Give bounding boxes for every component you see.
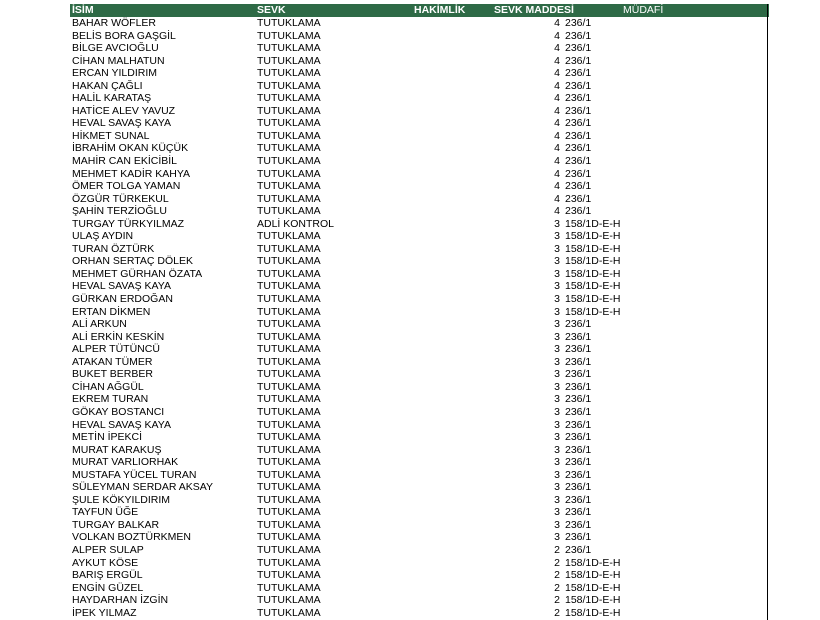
column-divider [767,4,768,620]
cell-sevk-maddesi[interactable]: 236/1 [565,431,592,444]
cell-isim[interactable]: İPEK YILMAZ [72,606,137,619]
table-row [70,444,769,457]
cell-sevk-maddesi[interactable]: 158/1D-E-H [565,594,621,607]
cell-hakimlik[interactable]: 4 [554,54,560,67]
cell-isim[interactable]: MURAT KARAKUŞ [72,443,162,456]
cell-sevk-maddesi[interactable]: 236/1 [565,79,592,92]
table-row [70,142,769,155]
cell-hakimlik[interactable]: 3 [554,368,560,381]
cell-isim[interactable]: HATİCE ALEV YAVUZ [72,104,176,117]
cell-sevk-maddesi[interactable]: 158/1D-E-H [565,217,621,230]
cell-sevk-maddesi[interactable]: 236/1 [565,205,592,218]
table-row [70,406,769,419]
table-row [70,469,769,482]
cell-hakimlik[interactable]: 4 [554,92,560,105]
cell-sevk[interactable]: TUTUKLAMA [257,67,321,80]
cell-sevk-maddesi[interactable]: 236/1 [565,167,592,180]
table-row [70,331,769,344]
header-sevk-maddesi[interactable]: SEVK MADDESİ [494,4,574,16]
cell-sevk[interactable]: TUTUKLAMA [257,518,321,531]
cell-sevk-maddesi[interactable]: 236/1 [565,355,592,368]
cell-hakimlik[interactable]: 3 [554,280,560,293]
cell-sevk-maddesi[interactable]: 236/1 [565,468,592,481]
table-row [70,230,769,243]
cell-sevk-maddesi[interactable]: 236/1 [565,456,592,469]
cell-isim[interactable]: HAKAN ÇAĞLI [72,79,143,92]
table-row [70,494,769,507]
cell-hakimlik[interactable]: 4 [554,205,560,218]
cell-sevk[interactable]: TUTUKLAMA [257,117,321,130]
table-row [70,569,769,582]
cell-sevk[interactable]: TUTUKLAMA [257,405,321,418]
cell-isim[interactable]: BAHAR WÖFLER [72,17,157,29]
cell-hakimlik[interactable]: 3 [554,405,560,418]
cell-sevk[interactable]: TUTUKLAMA [257,180,321,193]
cell-isim[interactable]: HİKMET SUNAL [72,129,150,142]
cell-hakimlik[interactable]: 3 [554,481,560,494]
table-row [70,557,769,570]
cell-hakimlik[interactable]: 3 [554,318,560,331]
cell-sevk[interactable]: TUTUKLAMA [257,92,321,105]
cell-hakimlik[interactable]: 4 [554,180,560,193]
cell-sevk[interactable]: TUTUKLAMA [257,330,321,343]
table-row [70,481,769,494]
table-row [70,318,769,331]
cell-hakimlik[interactable]: 3 [554,255,560,268]
cell-isim[interactable]: AYKUT KÖSE [72,556,139,569]
cell-isim[interactable]: ERTAN DİKMEN [72,305,151,318]
cell-sevk[interactable]: TUTUKLAMA [257,493,321,506]
table-row [70,381,769,394]
table-row [70,205,769,218]
cell-isim[interactable]: MEHMET KADİR KAHYA [72,167,191,180]
cell-sevk[interactable]: TUTUKLAMA [257,393,321,406]
cell-hakimlik[interactable]: 3 [554,230,560,243]
cell-isim[interactable]: BELİS BORA GAŞGİL [72,29,176,42]
cell-sevk[interactable]: TUTUKLAMA [257,280,321,293]
cell-isim[interactable]: ORHAN SERTAÇ DÖLEK [72,255,193,268]
cell-sevk-maddesi[interactable]: 236/1 [565,180,592,193]
table-row [70,268,769,281]
table-body [70,17,769,619]
table-row [70,42,769,55]
cell-sevk-maddesi[interactable]: 236/1 [565,380,592,393]
table-row [70,506,769,519]
cell-sevk-maddesi[interactable]: 158/1D-E-H [565,581,621,594]
header-mudafi[interactable]: MÜDAFİ [623,4,664,16]
table-row [70,356,769,369]
header-hakimlik[interactable]: HAKİMLİK [414,4,466,16]
cell-hakimlik[interactable]: 4 [554,155,560,168]
cell-hakimlik[interactable]: 3 [554,217,560,230]
cell-sevk[interactable]: TUTUKLAMA [257,481,321,494]
table-row [70,193,769,206]
cell-hakimlik[interactable]: 3 [554,242,560,255]
table-row [70,218,769,231]
cell-hakimlik[interactable]: 3 [554,531,560,544]
cell-sevk[interactable]: TUTUKLAMA [257,192,321,205]
cell-sevk[interactable]: TUTUKLAMA [257,205,321,218]
cell-sevk[interactable]: TUTUKLAMA [257,543,321,556]
table-row [70,243,769,256]
cell-isim[interactable]: ALİ ARKUN [72,318,127,331]
cell-hakimlik[interactable]: 2 [554,569,560,582]
cell-hakimlik[interactable]: 3 [554,267,560,280]
table-row [70,607,769,620]
cell-isim[interactable]: TAYFUN ÜĞE [72,506,139,519]
cell-hakimlik[interactable]: 2 [554,581,560,594]
cell-isim[interactable]: CİHAN MALHATUN [72,54,165,67]
cell-sevk[interactable]: TUTUKLAMA [257,443,321,456]
cell-isim[interactable]: TURAN ÖZTÜRK [72,242,155,255]
table-row [70,168,769,181]
cell-isim[interactable]: ÖMER TOLGA YAMAN [72,180,181,193]
cell-sevk-maddesi[interactable]: 236/1 [565,481,592,494]
cell-sevk[interactable]: TUTUKLAMA [257,343,321,356]
cell-sevk-maddesi[interactable]: 236/1 [565,506,592,519]
cell-hakimlik[interactable]: 3 [554,330,560,343]
cell-sevk-maddesi[interactable]: 158/1D-E-H [565,569,621,582]
cell-sevk-maddesi[interactable]: 236/1 [565,493,592,506]
cell-sevk-maddesi[interactable]: 236/1 [565,142,592,155]
cell-sevk[interactable]: TUTUKLAMA [257,129,321,142]
cell-hakimlik[interactable]: 3 [554,343,560,356]
cell-sevk[interactable]: TUTUKLAMA [257,79,321,92]
cell-sevk[interactable]: TUTUKLAMA [257,531,321,544]
cell-sevk-maddesi[interactable]: 236/1 [565,418,592,431]
cell-sevk-maddesi[interactable]: 236/1 [565,443,592,456]
cell-sevk[interactable]: ADLİ KONTROL [257,217,335,230]
table-row [70,544,769,557]
table-row [70,30,769,43]
cell-hakimlik[interactable]: 4 [554,167,560,180]
cell-isim[interactable]: GÜRKAN ERDOĞAN [72,293,173,306]
cell-sevk[interactable]: TUTUKLAMA [257,305,321,318]
header-sevk[interactable]: SEVK [257,4,286,16]
cell-isim[interactable]: ALİ ERKİN KESKİN [72,330,165,343]
cell-sevk-maddesi[interactable]: 236/1 [565,104,592,117]
cell-hakimlik[interactable]: 4 [554,192,560,205]
cell-sevk[interactable]: TUTUKLAMA [257,155,321,168]
cell-sevk[interactable]: TUTUKLAMA [257,255,321,268]
cell-isim[interactable]: ŞULE KÖKYILDIRIM [72,493,171,506]
table-row [70,393,769,406]
cell-sevk-maddesi[interactable]: 236/1 [565,29,592,42]
cell-isim[interactable]: HALİL KARATAŞ [72,92,152,105]
table-row [70,306,769,319]
cell-sevk[interactable]: TUTUKLAMA [257,368,321,381]
cell-hakimlik[interactable]: 4 [554,129,560,142]
cell-isim[interactable]: İBRAHİM OKAN KÜÇÜK [72,142,189,155]
cell-sevk-maddesi[interactable]: 158/1D-E-H [565,255,621,268]
cell-sevk-maddesi[interactable]: 158/1D-E-H [565,556,621,569]
cell-hakimlik[interactable]: 3 [554,456,560,469]
cell-sevk-maddesi[interactable]: 158/1D-E-H [565,293,621,306]
cell-isim[interactable]: ERCAN YILDIRIM [72,67,157,80]
table-row [70,531,769,544]
cell-sevk[interactable]: TUTUKLAMA [257,293,321,306]
cell-isim[interactable]: ŞAHİN TERZİOĞLU [72,205,167,218]
table-row [70,117,769,130]
cell-isim[interactable]: ÖZGÜR TÜRKEKUL [72,192,169,205]
header-row [70,4,769,17]
cell-isim[interactable]: EKREM TURAN [72,393,149,406]
cell-sevk-maddesi[interactable]: 236/1 [565,343,592,356]
cell-sevk-maddesi[interactable]: 236/1 [565,54,592,67]
cell-sevk[interactable]: TUTUKLAMA [257,104,321,117]
cell-sevk[interactable]: TUTUKLAMA [257,318,321,331]
cell-sevk[interactable]: TUTUKLAMA [257,29,321,42]
table-row [70,105,769,118]
cell-hakimlik[interactable]: 3 [554,293,560,306]
cell-isim[interactable]: GÖKAY BOSTANCI [72,405,165,418]
cell-isim[interactable]: HEVAL SAVAŞ KAYA [72,280,172,293]
cell-hakimlik[interactable]: 4 [554,142,560,155]
cell-sevk[interactable]: TUTUKLAMA [257,230,321,243]
cell-hakimlik[interactable]: 4 [554,104,560,117]
cell-sevk[interactable]: TUTUKLAMA [257,42,321,55]
cell-sevk[interactable]: TUTUKLAMA [257,355,321,368]
cell-sevk[interactable]: TUTUKLAMA [257,556,321,569]
cell-isim[interactable]: HAYDARHAN İZGİN [72,594,169,607]
cell-isim[interactable]: BARIŞ ERGÜL [72,569,143,582]
cell-isim[interactable]: ULAŞ AYDIN [72,230,134,243]
cell-hakimlik[interactable]: 3 [554,418,560,431]
table-row [70,17,769,30]
cell-sevk-maddesi[interactable]: 236/1 [565,393,592,406]
cell-sevk-maddesi[interactable]: 236/1 [565,17,592,29]
cell-hakimlik[interactable]: 3 [554,393,560,406]
table-row [70,343,769,356]
cell-hakimlik[interactable]: 2 [554,556,560,569]
cell-isim[interactable]: ALPER SULAP [72,543,144,556]
cell-hakimlik[interactable]: 4 [554,117,560,130]
cell-sevk-maddesi[interactable]: 236/1 [565,318,592,331]
cell-hakimlik[interactable]: 2 [554,594,560,607]
cell-sevk[interactable]: TUTUKLAMA [257,54,321,67]
table-row [70,456,769,469]
cell-sevk[interactable]: TUTUKLAMA [257,142,321,155]
cell-hakimlik[interactable]: 3 [554,506,560,519]
cell-sevk[interactable]: TUTUKLAMA [257,167,321,180]
cell-hakimlik[interactable]: 4 [554,67,560,80]
cell-isim[interactable]: MEHMET GÜRHAN ÖZATA [72,267,203,280]
cell-sevk-maddesi[interactable]: 158/1D-E-H [565,242,621,255]
cell-sevk-maddesi[interactable]: 236/1 [565,543,592,556]
table-row [70,519,769,532]
cell-sevk-maddesi[interactable]: 158/1D-E-H [565,280,621,293]
cell-isim[interactable]: HEVAL SAVAŞ KAYA [72,418,172,431]
cell-hakimlik[interactable]: 4 [554,17,560,29]
cell-sevk-maddesi[interactable]: 158/1D-E-H [565,305,621,318]
cell-hakimlik[interactable]: 3 [554,443,560,456]
cell-hakimlik[interactable]: 3 [554,305,560,318]
table-row [70,431,769,444]
cell-hakimlik[interactable]: 3 [554,355,560,368]
cell-isim[interactable]: CİHAN AĞGÜL [72,380,144,393]
table-row [70,67,769,80]
cell-hakimlik[interactable]: 3 [554,493,560,506]
cell-hakimlik[interactable]: 3 [554,431,560,444]
table-row [70,594,769,607]
cell-isim[interactable]: TURGAY TÜRKYILMAZ [72,217,185,230]
cell-hakimlik[interactable]: 3 [554,468,560,481]
cell-sevk-maddesi[interactable]: 236/1 [565,92,592,105]
cell-isim[interactable]: HEVAL SAVAŞ KAYA [72,117,172,130]
table-row [70,368,769,381]
cell-sevk-maddesi[interactable]: 236/1 [565,42,592,55]
cell-hakimlik[interactable]: 3 [554,518,560,531]
cell-isim[interactable]: ATAKAN TÜMER [72,355,153,368]
cell-sevk-maddesi[interactable]: 236/1 [565,518,592,531]
table-row [70,130,769,143]
cell-hakimlik[interactable]: 4 [554,42,560,55]
cell-sevk-maddesi[interactable]: 236/1 [565,368,592,381]
cell-isim[interactable]: BUKET BERBER [72,368,153,381]
cell-sevk[interactable]: TUTUKLAMA [257,581,321,594]
spreadsheet [70,4,769,620]
table-row [70,255,769,268]
table-row [70,155,769,168]
cell-sevk[interactable]: TUTUKLAMA [257,242,321,255]
cell-isim[interactable]: MUSTAFA YÜCEL TURAN [72,468,197,481]
cell-isim[interactable]: SÜLEYMAN SERDAR AKSAY [72,481,214,494]
cell-isim[interactable]: ALPER TÜTÜNCÜ [72,343,160,356]
table-row [70,582,769,595]
cell-sevk[interactable]: TUTUKLAMA [257,606,321,619]
cell-hakimlik[interactable]: 2 [554,606,560,619]
cell-isim[interactable]: MAHİR CAN EKİCİBİL [72,155,178,168]
cell-hakimlik[interactable]: 4 [554,29,560,42]
cell-sevk-maddesi[interactable]: 236/1 [565,155,592,168]
cell-isim[interactable]: ENGİN GÜZEL [72,581,144,594]
cell-isim[interactable]: BİLGE AVCIOĞLU [72,42,159,55]
cell-sevk[interactable]: TUTUKLAMA [257,506,321,519]
cell-sevk[interactable]: TUTUKLAMA [257,418,321,431]
cell-sevk[interactable]: TUTUKLAMA [257,267,321,280]
cell-sevk-maddesi[interactable]: 236/1 [565,129,592,142]
cell-sevk[interactable]: TUTUKLAMA [257,17,321,29]
cell-sevk[interactable]: TUTUKLAMA [257,380,321,393]
cell-sevk[interactable]: TUTUKLAMA [257,431,321,444]
cell-isim[interactable]: METİN İPEKCİ [72,431,143,444]
cell-hakimlik[interactable]: 2 [554,543,560,556]
table-row [70,293,769,306]
cell-isim[interactable]: MURAT VARLIORHAK [72,456,179,469]
cell-sevk-maddesi[interactable]: 236/1 [565,405,592,418]
cell-sevk[interactable]: TUTUKLAMA [257,456,321,469]
cell-sevk-maddesi[interactable]: 236/1 [565,67,592,80]
table-row [70,280,769,293]
table-row [70,419,769,432]
cell-sevk-maddesi[interactable]: 236/1 [565,531,592,544]
cell-sevk-maddesi[interactable]: 158/1D-E-H [565,267,621,280]
table-row [70,55,769,68]
cell-hakimlik[interactable]: 4 [554,79,560,92]
cell-sevk-maddesi[interactable]: 236/1 [565,330,592,343]
cell-sevk-maddesi[interactable]: 158/1D-E-H [565,606,621,619]
cell-sevk-maddesi[interactable]: 236/1 [565,117,592,130]
table-row [70,92,769,105]
cell-sevk[interactable]: TUTUKLAMA [257,468,321,481]
table-row [70,80,769,93]
cell-isim[interactable]: VOLKAN BOZTÜRKMEN [72,531,192,544]
cell-sevk-maddesi[interactable]: 158/1D-E-H [565,230,621,243]
table-row [70,180,769,193]
cell-hakimlik[interactable]: 3 [554,380,560,393]
cell-sevk-maddesi[interactable]: 236/1 [565,192,592,205]
header-isim[interactable]: İSİM [72,4,94,16]
cell-sevk[interactable]: TUTUKLAMA [257,569,321,582]
cell-sevk[interactable]: TUTUKLAMA [257,594,321,607]
cell-isim[interactable]: TURGAY BALKAR [72,518,160,531]
